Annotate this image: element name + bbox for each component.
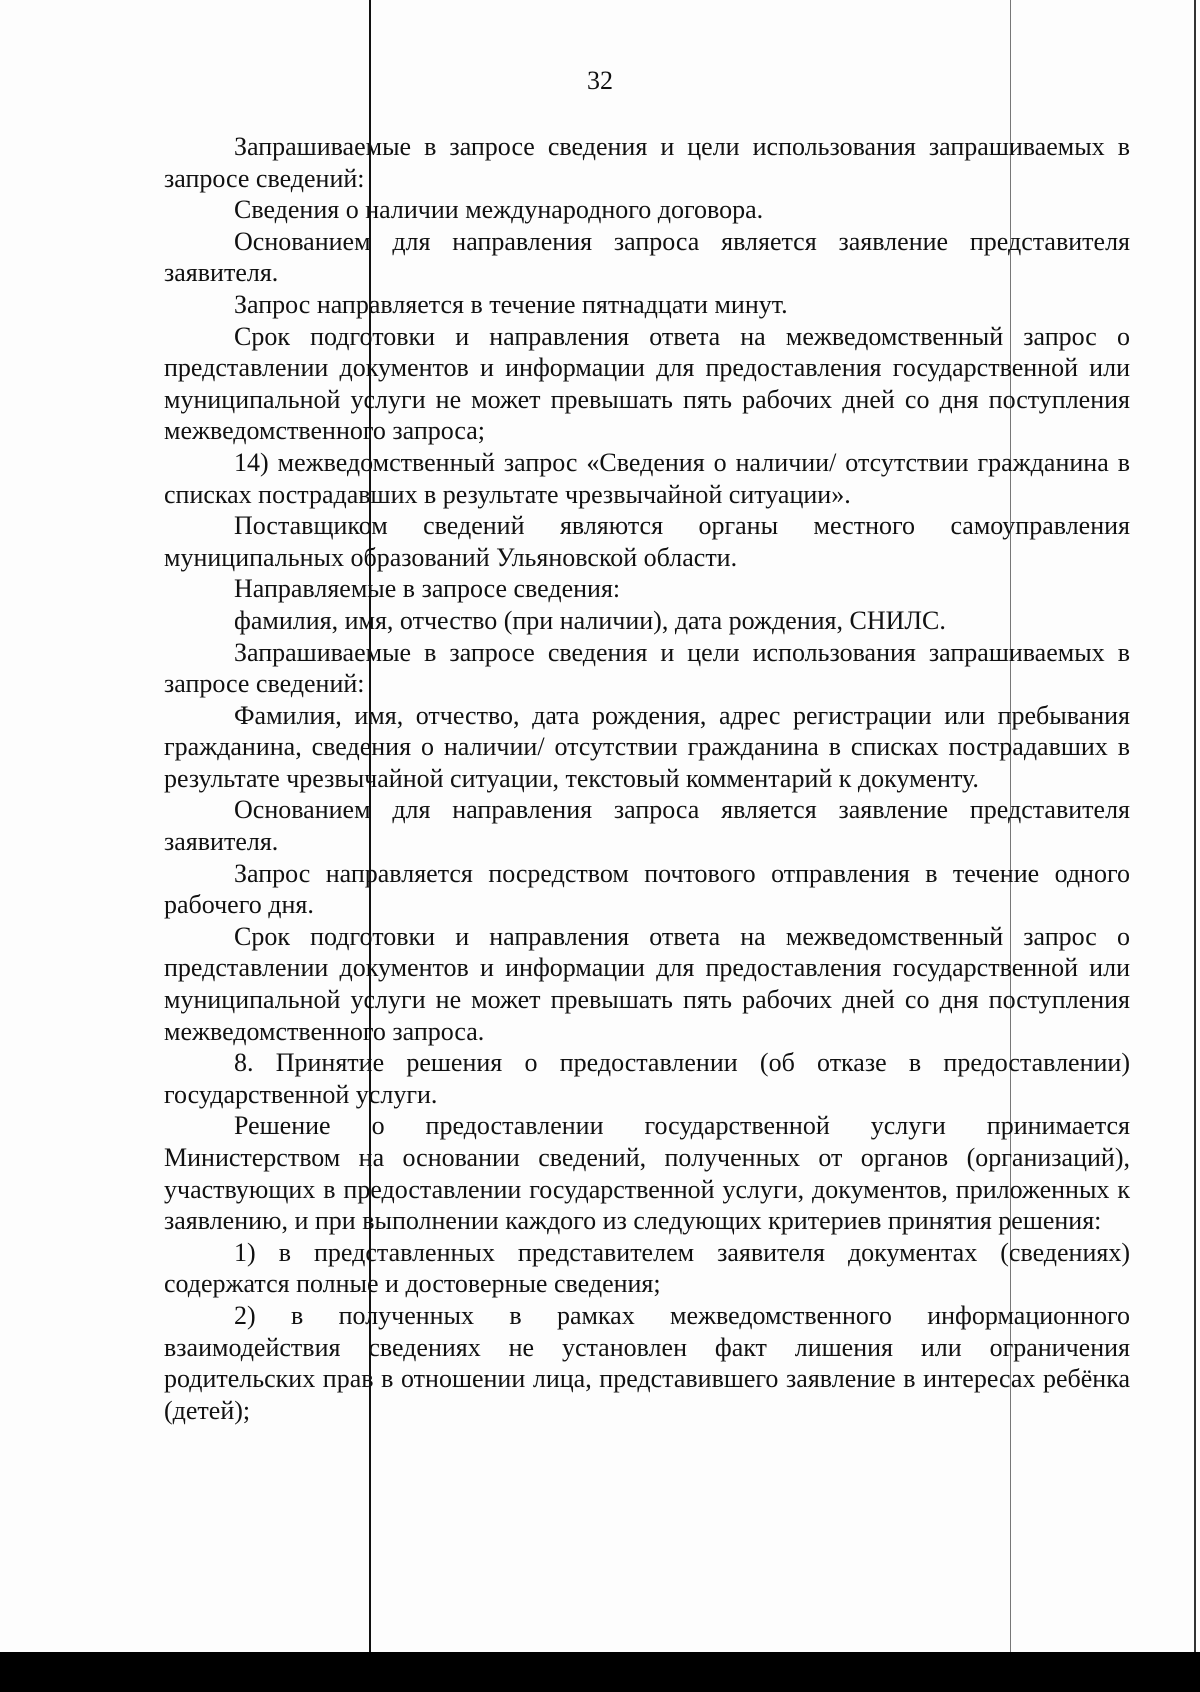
paragraph: 14) межведомственный запрос «Сведения о наличии/ отсутствии гражданина в списках пострадавших в результате чрезвычайной ситуации». [164, 447, 1130, 509]
paragraph: Запрос направляется посредством почтового отправления в течение одного рабочего дня. [164, 858, 1130, 920]
scan-bottom-border [0, 1652, 1200, 1692]
paragraph: Основанием для направления запроса является заявление представителя заявителя. [164, 226, 1130, 288]
document-text [164, 131, 1130, 1426]
paragraph: Решение о предоставлении государственной услуги принимается Министерством на основании сведений, полученных от органов (организаций), участвующих в предоставлении государственной услуги, документов, приложенных к заявлению, и при выполнении каждого из следующих критериев принятия решения: [164, 1111, 1130, 1236]
scan-artifact-line [1194, 0, 1196, 1692]
paragraph: фамилия, имя, отчество (при наличии), дата рождения, СНИЛС. [234, 605, 946, 635]
paragraph: Основанием для направления запроса является заявление представителя заявителя. [164, 795, 1130, 857]
paragraph: Запрашиваемые в запросе сведения и цели использования запрашиваемых в запросе сведений: [164, 132, 1130, 193]
paragraph: Фамилия, имя, отчество, дата рождения, адрес регистрации или пребывания гражданина, сведения о наличии/ отсутствии гражданина в списках пострадавших в результате чрезвычайной ситуации, текстовый комментарий к документу. [164, 700, 1130, 793]
paragraph: Сведения о наличии международного договора. [234, 195, 764, 225]
page-number: 32 [587, 66, 613, 95]
paragraph: Поставщиком сведений являются органы местного самоуправления муниципальных образований Ульяновской области. [164, 511, 1130, 572]
paragraph: Запрашиваемые в запросе сведения и цели использования запрашиваемых в запросе сведений: [164, 637, 1130, 699]
paragraph: 1) в представленных представителем заявителя документах (сведениях) содержатся полные и достоверные сведения; [164, 1237, 1130, 1299]
paragraph: Запрос направляется в течение пятнадцати минут. [234, 289, 788, 319]
paragraph: Срок подготовки и направления ответа на межведомственный запрос о представлении документов и информации для предоставления государственной или муниципальной услуги не может превышать пять рабочих дней со дня поступления межведомственного запроса; [164, 321, 1130, 446]
paragraph: Направляемые в запросе сведения: [234, 574, 621, 604]
paragraph: Срок подготовки и направления ответа на межведомственный запрос о представлении документов и информации для предоставления государственной или муниципальной услуги не может превышать пять рабочих дней со дня поступления межведомственного запроса. [164, 921, 1130, 1046]
paragraph: 8. Принятие решения о предоставлении (об отказе в предоставлении) государственной услуги. [164, 1048, 1130, 1109]
paragraph: 2) в полученных в рамках межведомственного информационного взаимодействия сведениях не установлен факт лишения или ограничения родительских прав в отношении лица, представившего заявление в интересах ребёнка (детей); [164, 1300, 1130, 1425]
